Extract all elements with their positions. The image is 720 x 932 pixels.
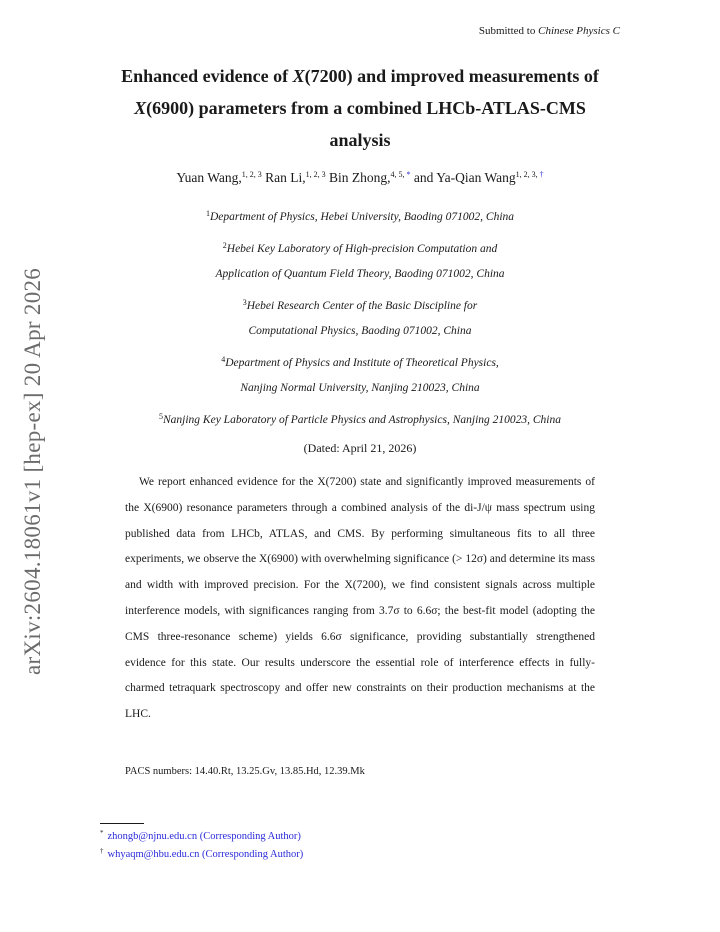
author: and Ya-Qian Wang$^{1, 2, 3, \dagger}$ [410,170,544,185]
pacs-numbers: PACS numbers: 14.40.Rt, 13.25.Gv, 13.85.Hd, 12.39.Mk [125,766,365,777]
submission-note [479,25,620,37]
footnote-note: (Corresponding Author) [199,831,301,842]
email-link[interactable]: whyaqm@hbu.edu.cn [107,849,200,860]
affiliation-4: $^4$Department of Physics and Institute of Theoretical Physics, Nanjing Normal University, Nanjing 210023, China [221,355,499,394]
author-list [90,170,630,186]
affiliation-5: $^5$Nanjing Key Laboratory of Particle Physics and Astrophysics, Nanjing 210023, China [158,412,562,426]
footnote-mark-link[interactable]: † [539,170,544,179]
arxiv-stamp-text: arXiv:2604.18061v1 [hep-ex] 20 Apr 2026 [20,267,45,675]
date-line: (Dated: April 21, 2026) [303,441,417,455]
paper-title [90,60,630,156]
footnote-mark-link[interactable]: * [406,170,411,179]
footnote-1: * zhongb@njnu.edu.cn (Corresponding Author) [100,829,301,842]
affiliation-3: $^3$Hebei Research Center of the Basic Discipline for Computational Physics, Baoding 071002, China [242,298,478,337]
title-line-3: analysis [329,130,391,150]
title-line-1: Enhanced evidence of X(7200) and improved measurements of [121,66,599,86]
author: Bin Zhong,$^{4, 5, *}$ [325,170,411,185]
author: Yuan Wang,$^{1, 2, 3}$ [176,170,262,185]
submission-prefix: Submitted to [478,25,536,37]
arxiv-stamp [15,255,51,675]
affiliation-1: $^1$Department of Physics, Hebei University, Baoding 071002, China [205,209,515,223]
footnote-divider [100,823,144,824]
author: Ran Li,$^{1, 2, 3}$ [261,170,326,185]
footnote-2: † whyaqm@hbu.edu.cn (Corresponding Author) [100,847,304,860]
abstract: We report enhanced evidence for the X(7200) state and significantly improved measurements of the X(6900) resonance parameters through a combined analysis of the di-J/ψ mass spectrum using published data from LHCb, ATLAS, and CMS. By performing simultaneous fits to all three experiments, we observe the X(6900) with overwhelming significance (> 12σ) and determine its mass and width with improved precision. For the X(7200), we find consistent signals across multiple interference models, with significances ranging from 3.7σ to 6.6σ; the best-fit model (adopting the CMS three-resonance scheme) yields 6.6σ significance, providing substantially strengthened evidence for this state. Our results underscore the essential role of interference effects in fully-charmed tetraquark spectroscopy and offer new constraints on their production mechanisms at the LHC. [125,476,595,721]
email-link[interactable]: zhongb@njnu.edu.cn [107,831,198,842]
title-line-2: X(6900) parameters from a combined LHCb-ATLAS-CMS [134,98,586,118]
footnote-note: (Corresponding Author) [202,849,304,860]
journal-name: Chinese Physics C [538,25,620,37]
affiliation-2: $^2$Hebei Key Laboratory of High-precision Computation and Application of Quantum Field Theory, Baoding 071002, China [215,241,505,280]
